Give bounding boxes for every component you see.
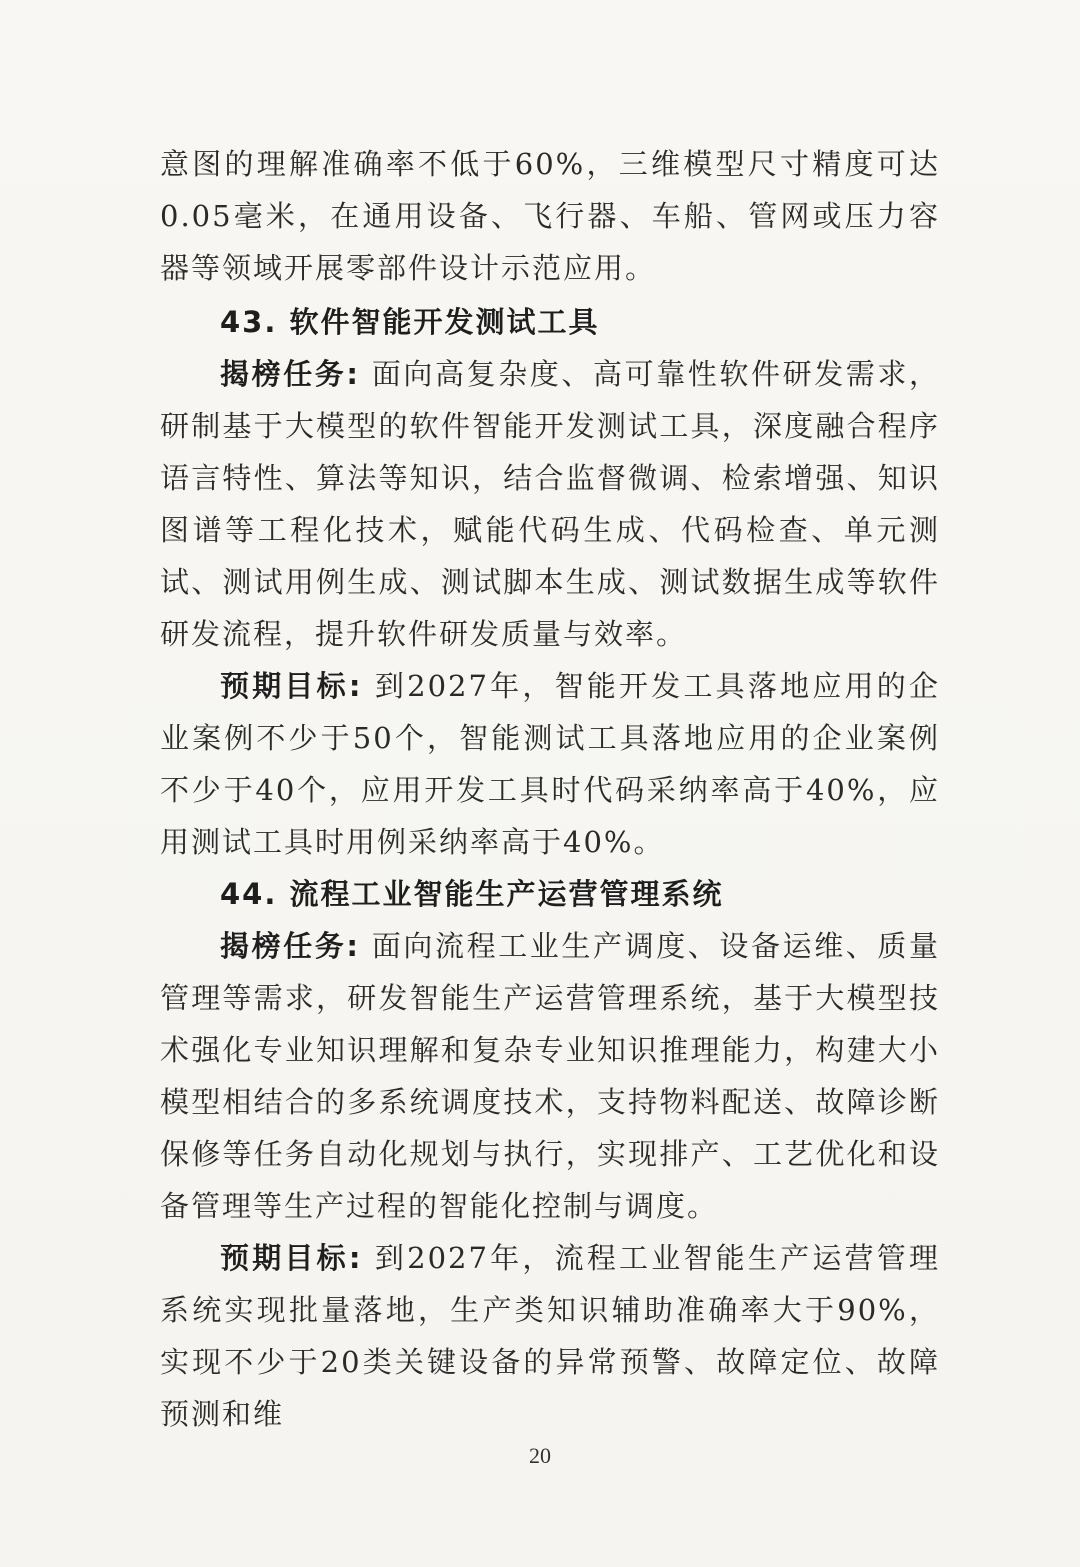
section-43-task-label: 揭榜任务:: [220, 357, 360, 391]
section-43-goal: [160, 660, 940, 868]
continuation-text: 意图的理解准确率不低于60%，三维模型尺寸精度可达0.05毫米，在通用设备、飞行器、车船、管网或压力容器等领域开展零部件设计示范应用。: [160, 147, 940, 285]
section-43-task-text: 面向高复杂度、高可靠性软件研发需求，研制基于大模型的软件智能开发测试工具，深度融合程序语言特性、算法等知识，结合监督微调、检索增强、知识图谱等工程化技术，赋能代码生成、代码检查、单元测试、测试用例生成、测试脚本生成、测试数据生成等软件研发流程，提升软件研发质量与效率。: [160, 357, 940, 651]
section-44-task-label: 揭榜任务:: [220, 929, 360, 963]
page-number: 20: [529, 1443, 551, 1468]
section-44-goal: [160, 1232, 940, 1440]
section-43-goal-label: 预期目标:: [220, 669, 363, 703]
section-43-task: [160, 348, 940, 660]
section-44-task-text: 面向流程工业生产调度、设备运维、质量管理等需求，研发智能生产运营管理系统，基于大模型技术强化专业知识理解和复杂专业知识推理能力，构建大小模型相结合的多系统调度技术，支持物料配送、故障诊断保修等任务自动化规划与执行，实现排产、工艺优化和设备管理等生产过程的智能化控制与调度。: [160, 929, 940, 1223]
section-43-heading: 43. 软件智能开发测试工具: [220, 305, 600, 339]
section-44-goal-text: 到2027年，流程工业智能生产运营管理系统实现批量落地，生产类知识辅助准确率大于90%，实现不少于20类关键设备的异常预警、故障定位、故障预测和维: [160, 1241, 940, 1431]
section-44-task: [160, 920, 940, 1232]
continuation-paragraph: [160, 138, 940, 294]
section-44-goal-label: 预期目标:: [220, 1241, 363, 1275]
section-44-heading: 44. 流程工业智能生产运营管理系统: [220, 877, 724, 911]
section-43-goal-text: 到2027年，智能开发工具落地应用的企业案例不少于50个，智能测试工具落地应用的企业案例不少于40个，应用开发工具时代码采纳率高于40%，应用测试工具时用例采纳率高于40%。: [160, 669, 940, 859]
